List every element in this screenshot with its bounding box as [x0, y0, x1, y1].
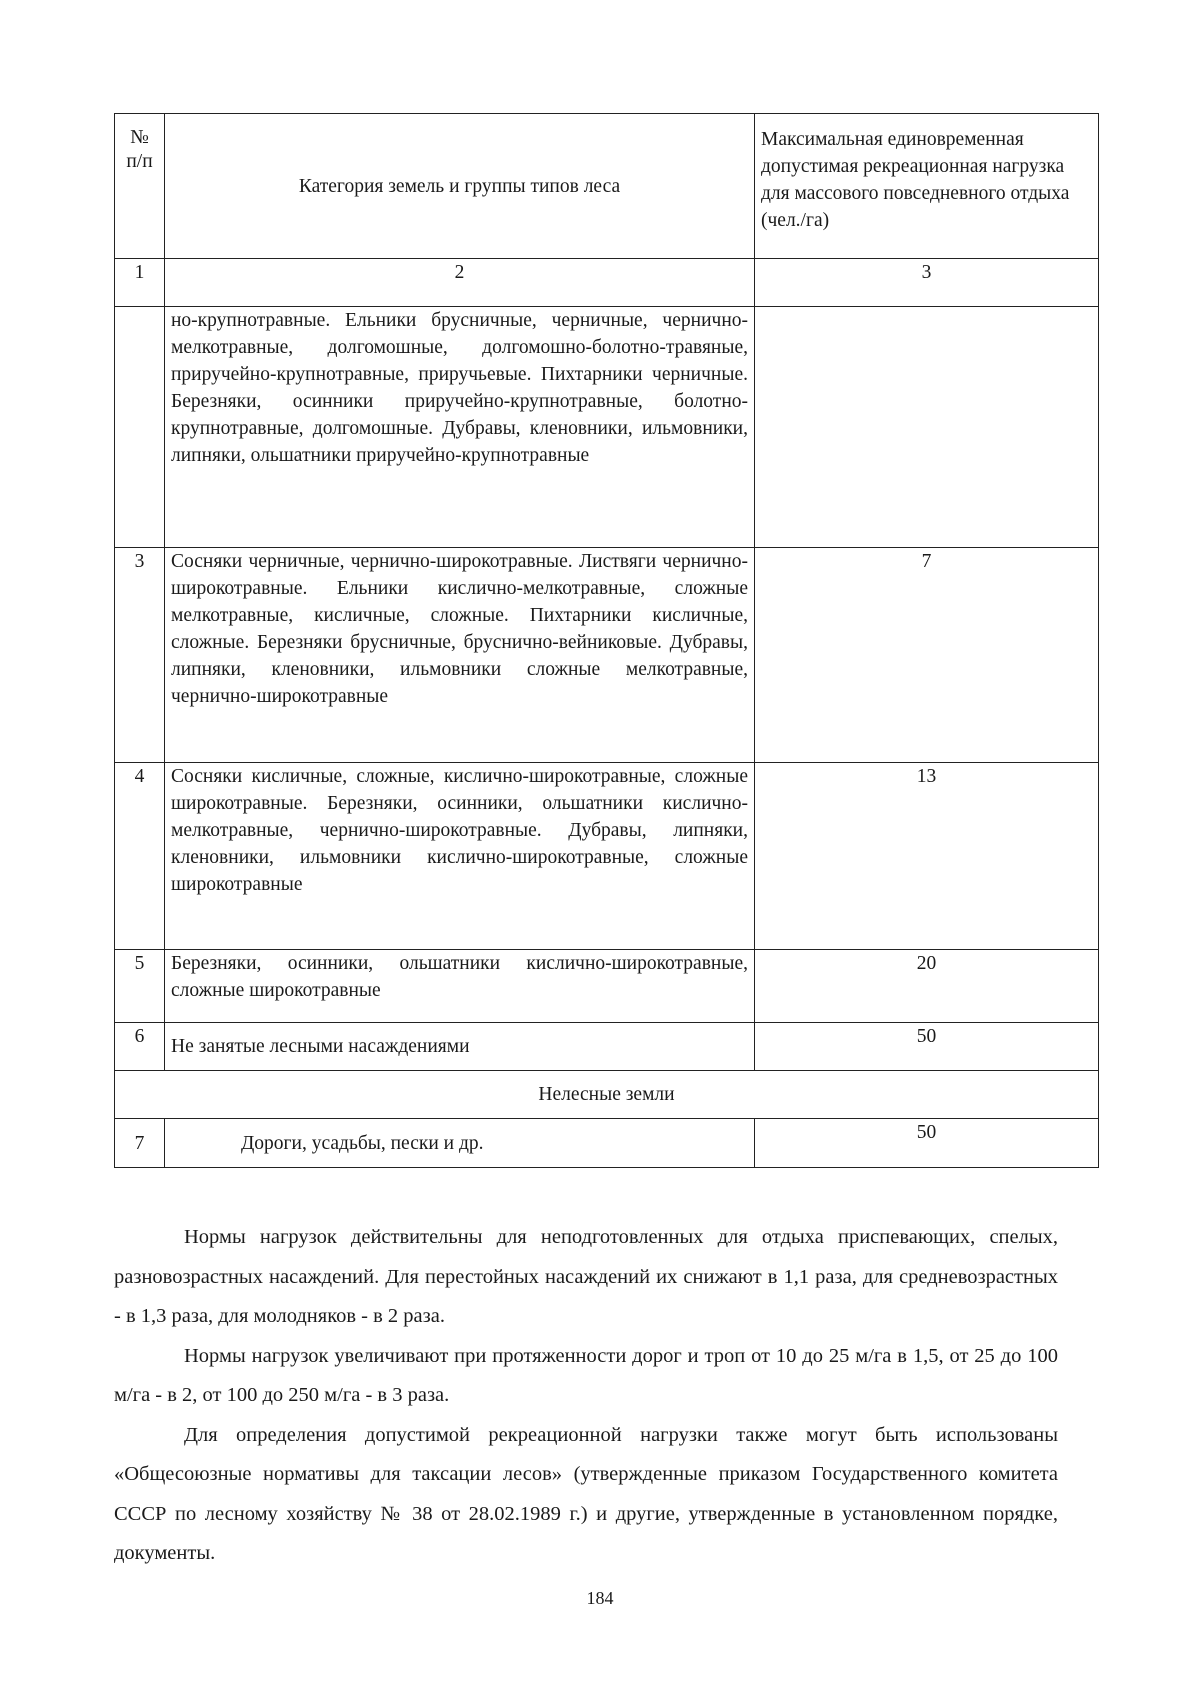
row-load-value: 20 — [755, 950, 1099, 1023]
header-category: Категория земель и группы типов леса — [165, 114, 755, 259]
column-index-3: 3 — [755, 259, 1099, 307]
paragraph: Нормы нагрузок увеличивают при протяженности дорог и троп от 10 до 25 м/га в 1,5, от 25 до 100 м/га - в 2, от 100 до 250 м/га - в 3 раза. — [114, 1344, 1058, 1406]
header-num: № п/п — [115, 114, 165, 259]
page-number: 184 — [586, 1588, 614, 1608]
table-row — [115, 1023, 1099, 1071]
recreational-load-table — [114, 113, 1099, 1168]
header-load: Максимальная единовременная допустимая рекреационная нагрузка для массового повседневного отдыха (чел./га) — [755, 114, 1099, 259]
column-index-1: 1 — [115, 259, 165, 307]
table-row — [115, 548, 1099, 763]
row-load-value: 7 — [755, 548, 1099, 763]
row-number: 7 — [115, 1119, 165, 1168]
column-index-2: 2 — [165, 259, 755, 307]
row-load-value — [755, 307, 1099, 548]
row-load-value: 50 — [755, 1023, 1099, 1071]
paragraph: Нормы нагрузок действительны для неподготовленных для отдыха приспевающих, спелых, разновозрастных насаждений. Для перестойных насаждений их снижают в 1,1 раза, для средневозрастных - в 1,3 раза, для молодняков - в 2 раза. — [114, 1226, 1058, 1327]
table-header-row — [115, 114, 1099, 259]
row-category: Дороги, усадьбы, пески и др. — [165, 1119, 755, 1168]
table-row — [115, 1119, 1099, 1168]
row-category: Сосняки черничные, чернично-широкотравные. Листвяги чернично-широкотравные. Ельники кислично-мелкотравные, сложные мелкотравные, кисличные, сложные. Пихтарники кисличные, сложные. Березняки брусничные, бруснично-вейниковые. Дубравы, липняки, кленовники, ильмовники сложные мелкотравные, чернично-широкотравные — [165, 548, 755, 763]
body-text — [114, 1218, 1058, 1574]
row-number: 4 — [115, 763, 165, 950]
row-category: но-крупнотравные. Ельники брусничные, черничные, чернично-мелкотравные, долгомошные, долгомошно-болотно-травяные, приручейно-крупнотравные, приручьевые. Пихтарники черничные. Березняки, осинники приручейно-крупнотравные, болотно-крупнотравные, долгомошные. Дубравы, кленовники, ильмовники, липняки, ольшатники приручейно-крупнотравные — [165, 307, 755, 548]
row-load-value: 13 — [755, 763, 1099, 950]
row-number: 5 — [115, 950, 165, 1023]
row-category: Сосняки кисличные, сложные, кислично-широкотравные, сложные широкотравные. Березняки, осинники, ольшатники кислично-мелкотравные, чернично-широкотравные. Дубравы, липняки, кленовники, ильмовники кислично-широкотравные, сложные широкотравные — [165, 763, 755, 950]
table-row — [115, 950, 1099, 1023]
section-row — [115, 1071, 1099, 1119]
row-number: 3 — [115, 548, 165, 763]
table-row — [115, 763, 1099, 950]
table-row — [115, 307, 1099, 548]
row-load-value: 50 — [755, 1119, 1099, 1168]
row-category: Березняки, осинники, ольшатники кислично-широкотравные, сложные широкотравные — [165, 950, 755, 1023]
row-number — [115, 307, 165, 548]
section-title: Нелесные земли — [115, 1071, 1099, 1119]
row-category: Не занятые лесными насаждениями — [165, 1023, 755, 1071]
column-index-row — [115, 259, 1099, 307]
row-number: 6 — [115, 1023, 165, 1071]
paragraph: Для определения допустимой рекреационной нагрузки также могут быть использованы «Общесоюзные нормативы для таксации лесов» (утвержденные приказом Государственного комитета СССР по лесному хозяйству № 38 от 28.02.1989 г.) и другие, утвержденные в установленном порядке, документы. — [114, 1423, 1058, 1564]
